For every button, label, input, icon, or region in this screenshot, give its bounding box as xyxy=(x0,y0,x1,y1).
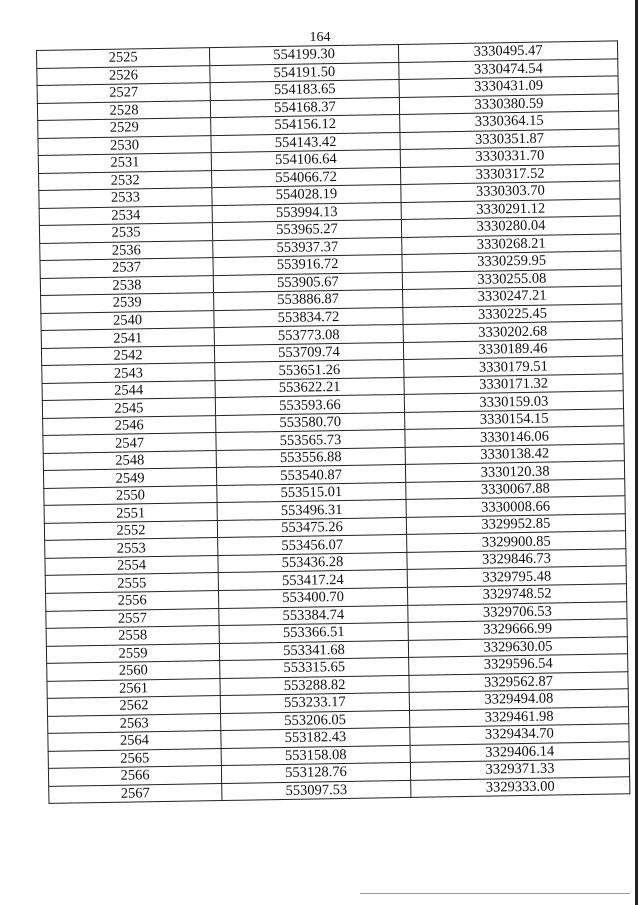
y-coordinate-cell: 3330495.47 xyxy=(398,41,617,62)
x-coordinate-cell: 553475.26 xyxy=(217,517,406,538)
point-number-cell: 2531 xyxy=(38,153,211,173)
x-coordinate-cell: 553341.68 xyxy=(219,640,408,661)
x-coordinate-cell: 553773.08 xyxy=(214,325,403,346)
y-coordinate-cell: 3329748.52 xyxy=(407,584,626,605)
point-number-cell: 2533 xyxy=(39,188,212,208)
y-coordinate-cell: 3330179.51 xyxy=(404,356,623,377)
y-coordinate-cell: 3329562.87 xyxy=(409,671,628,692)
x-coordinate-cell: 553206.05 xyxy=(221,710,410,731)
coordinates-table-body xyxy=(37,41,630,804)
point-number-cell: 2536 xyxy=(40,240,213,260)
x-coordinate-cell: 554028.19 xyxy=(212,185,401,206)
point-number-cell: 2537 xyxy=(40,258,213,278)
x-coordinate-cell: 553315.65 xyxy=(220,657,409,678)
y-coordinate-cell: 3330120.38 xyxy=(405,461,624,482)
x-coordinate-cell: 553622.21 xyxy=(215,377,404,398)
y-coordinate-cell: 3330331.70 xyxy=(400,146,619,167)
coordinates-table-wrapper xyxy=(36,40,626,804)
point-number-cell: 2529 xyxy=(38,118,211,138)
x-coordinate-cell: 553651.26 xyxy=(215,360,404,381)
point-number-cell: 2546 xyxy=(43,415,216,435)
y-coordinate-cell: 3329461.98 xyxy=(409,706,628,727)
y-coordinate-cell: 3330138.42 xyxy=(405,444,624,465)
x-coordinate-cell: 554183.65 xyxy=(210,80,399,101)
y-coordinate-cell: 3330255.08 xyxy=(402,269,621,290)
y-coordinate-cell: 3330317.52 xyxy=(400,163,619,184)
x-coordinate-cell: 553905.67 xyxy=(213,272,402,293)
x-coordinate-cell: 553556.88 xyxy=(216,447,405,468)
x-coordinate-cell: 553182.43 xyxy=(221,728,410,749)
y-coordinate-cell: 3329596.54 xyxy=(409,654,628,675)
x-coordinate-cell: 553496.31 xyxy=(217,500,406,521)
y-coordinate-cell: 3330259.95 xyxy=(402,251,621,272)
y-coordinate-cell: 3330008.66 xyxy=(406,496,625,517)
point-number-cell: 2525 xyxy=(37,48,210,68)
y-coordinate-cell: 3330247.21 xyxy=(403,286,622,307)
x-coordinate-cell: 553965.27 xyxy=(212,220,401,241)
point-number-cell: 2563 xyxy=(48,713,221,733)
point-number-cell: 2551 xyxy=(44,503,217,523)
point-number-cell: 2564 xyxy=(48,731,221,751)
y-coordinate-cell: 3329795.48 xyxy=(407,566,626,587)
y-coordinate-cell: 3330159.03 xyxy=(404,391,623,412)
y-coordinate-cell: 3330067.88 xyxy=(406,479,625,500)
coordinates-table xyxy=(36,40,630,804)
y-coordinate-cell: 3330280.04 xyxy=(401,216,620,237)
point-number-cell: 2548 xyxy=(43,450,216,470)
x-coordinate-cell: 554199.30 xyxy=(209,44,398,65)
x-coordinate-cell: 553937.37 xyxy=(213,237,402,258)
x-coordinate-cell: 553580.70 xyxy=(216,412,405,433)
y-coordinate-cell: 3330364.15 xyxy=(400,111,619,132)
point-number-cell: 2547 xyxy=(43,433,216,453)
point-number-cell: 2561 xyxy=(47,678,220,698)
point-number-cell: 2559 xyxy=(46,643,219,663)
x-coordinate-cell: 553565.73 xyxy=(216,430,405,451)
point-number-cell: 2554 xyxy=(45,556,218,576)
x-coordinate-cell: 553515.01 xyxy=(217,482,406,503)
y-coordinate-cell: 3329371.33 xyxy=(410,759,629,780)
y-coordinate-cell: 3329494.08 xyxy=(409,689,628,710)
y-coordinate-cell: 3329666.99 xyxy=(408,619,627,640)
point-number-cell: 2540 xyxy=(41,310,214,330)
y-coordinate-cell: 3330154.15 xyxy=(405,409,624,430)
y-coordinate-cell: 3329333.00 xyxy=(411,776,630,797)
point-number-cell: 2562 xyxy=(47,696,220,716)
y-coordinate-cell: 3329900.85 xyxy=(407,531,626,552)
point-number-cell: 2550 xyxy=(44,485,217,505)
y-coordinate-cell: 3330189.46 xyxy=(403,339,622,360)
x-coordinate-cell: 553436.28 xyxy=(218,552,407,573)
x-coordinate-cell: 553384.74 xyxy=(219,605,408,626)
y-coordinate-cell: 3329846.73 xyxy=(407,549,626,570)
point-number-cell: 2567 xyxy=(49,783,222,803)
point-number-cell: 2560 xyxy=(47,661,220,681)
x-coordinate-cell: 554143.42 xyxy=(211,132,400,153)
x-coordinate-cell: 553417.24 xyxy=(218,570,407,591)
y-coordinate-cell: 3330351.87 xyxy=(400,128,619,149)
point-number-cell: 2555 xyxy=(45,573,218,593)
x-coordinate-cell: 553128.76 xyxy=(221,763,410,784)
x-coordinate-cell: 554191.50 xyxy=(210,62,399,83)
y-coordinate-cell: 3330380.59 xyxy=(399,93,618,114)
x-coordinate-cell: 553593.66 xyxy=(215,395,404,416)
point-number-cell: 2535 xyxy=(39,223,212,243)
point-number-cell: 2553 xyxy=(45,538,218,558)
point-number-cell: 2549 xyxy=(43,468,216,488)
point-number-cell: 2534 xyxy=(39,205,212,225)
y-coordinate-cell: 3330303.70 xyxy=(401,181,620,202)
point-number-cell: 2530 xyxy=(38,135,211,155)
point-number-cell: 2526 xyxy=(37,65,210,85)
x-coordinate-cell: 553288.82 xyxy=(220,675,409,696)
y-coordinate-cell: 3330291.12 xyxy=(401,198,620,219)
point-number-cell: 2557 xyxy=(46,608,219,628)
x-coordinate-cell: 554156.12 xyxy=(211,115,400,136)
footer-line xyxy=(360,893,630,894)
point-number-cell: 2543 xyxy=(42,363,215,383)
y-coordinate-cell: 3330171.32 xyxy=(404,374,623,395)
x-coordinate-cell: 553158.08 xyxy=(221,745,410,766)
y-coordinate-cell: 3330202.68 xyxy=(403,321,622,342)
x-coordinate-cell: 554106.64 xyxy=(211,150,400,171)
point-number-cell: 2566 xyxy=(48,766,221,786)
x-coordinate-cell: 553886.87 xyxy=(214,290,403,311)
y-coordinate-cell: 3330146.06 xyxy=(405,426,624,447)
point-number-cell: 2541 xyxy=(41,328,214,348)
y-coordinate-cell: 3329952.85 xyxy=(406,514,625,535)
y-coordinate-cell: 3330431.09 xyxy=(399,76,618,97)
page-edge-border xyxy=(635,0,638,905)
y-coordinate-cell: 3329434.70 xyxy=(410,724,629,745)
y-coordinate-cell: 3330268.21 xyxy=(402,234,621,255)
point-number-cell: 2528 xyxy=(37,100,210,120)
point-number-cell: 2539 xyxy=(41,293,214,313)
x-coordinate-cell: 553456.07 xyxy=(218,535,407,556)
point-number-cell: 2556 xyxy=(46,591,219,611)
page-number: 164 xyxy=(309,30,331,45)
point-number-cell: 2558 xyxy=(46,626,219,646)
x-coordinate-cell: 553709.74 xyxy=(214,342,403,363)
x-coordinate-cell: 553400.70 xyxy=(218,587,407,608)
point-number-cell: 2565 xyxy=(48,748,221,768)
x-coordinate-cell: 553916.72 xyxy=(213,255,402,276)
y-coordinate-cell: 3330474.54 xyxy=(399,58,618,79)
y-coordinate-cell: 3329406.14 xyxy=(410,741,629,762)
x-coordinate-cell: 554066.72 xyxy=(212,167,401,188)
point-number-cell: 2527 xyxy=(37,83,210,103)
x-coordinate-cell: 553233.17 xyxy=(220,692,409,713)
x-coordinate-cell: 553366.51 xyxy=(219,622,408,643)
x-coordinate-cell: 553540.87 xyxy=(216,465,405,486)
y-coordinate-cell: 3330225.45 xyxy=(403,304,622,325)
x-coordinate-cell: 553834.72 xyxy=(214,307,403,328)
x-coordinate-cell: 553097.53 xyxy=(222,780,411,801)
point-number-cell: 2552 xyxy=(44,520,217,540)
point-number-cell: 2544 xyxy=(42,380,215,400)
y-coordinate-cell: 3329630.05 xyxy=(408,636,627,657)
point-number-cell: 2545 xyxy=(42,398,215,418)
point-number-cell: 2542 xyxy=(41,345,214,365)
point-number-cell: 2532 xyxy=(39,170,212,190)
x-coordinate-cell: 553994.13 xyxy=(212,202,401,223)
x-coordinate-cell: 554168.37 xyxy=(210,97,399,118)
point-number-cell: 2538 xyxy=(40,275,213,295)
y-coordinate-cell: 3329706.53 xyxy=(408,601,627,622)
